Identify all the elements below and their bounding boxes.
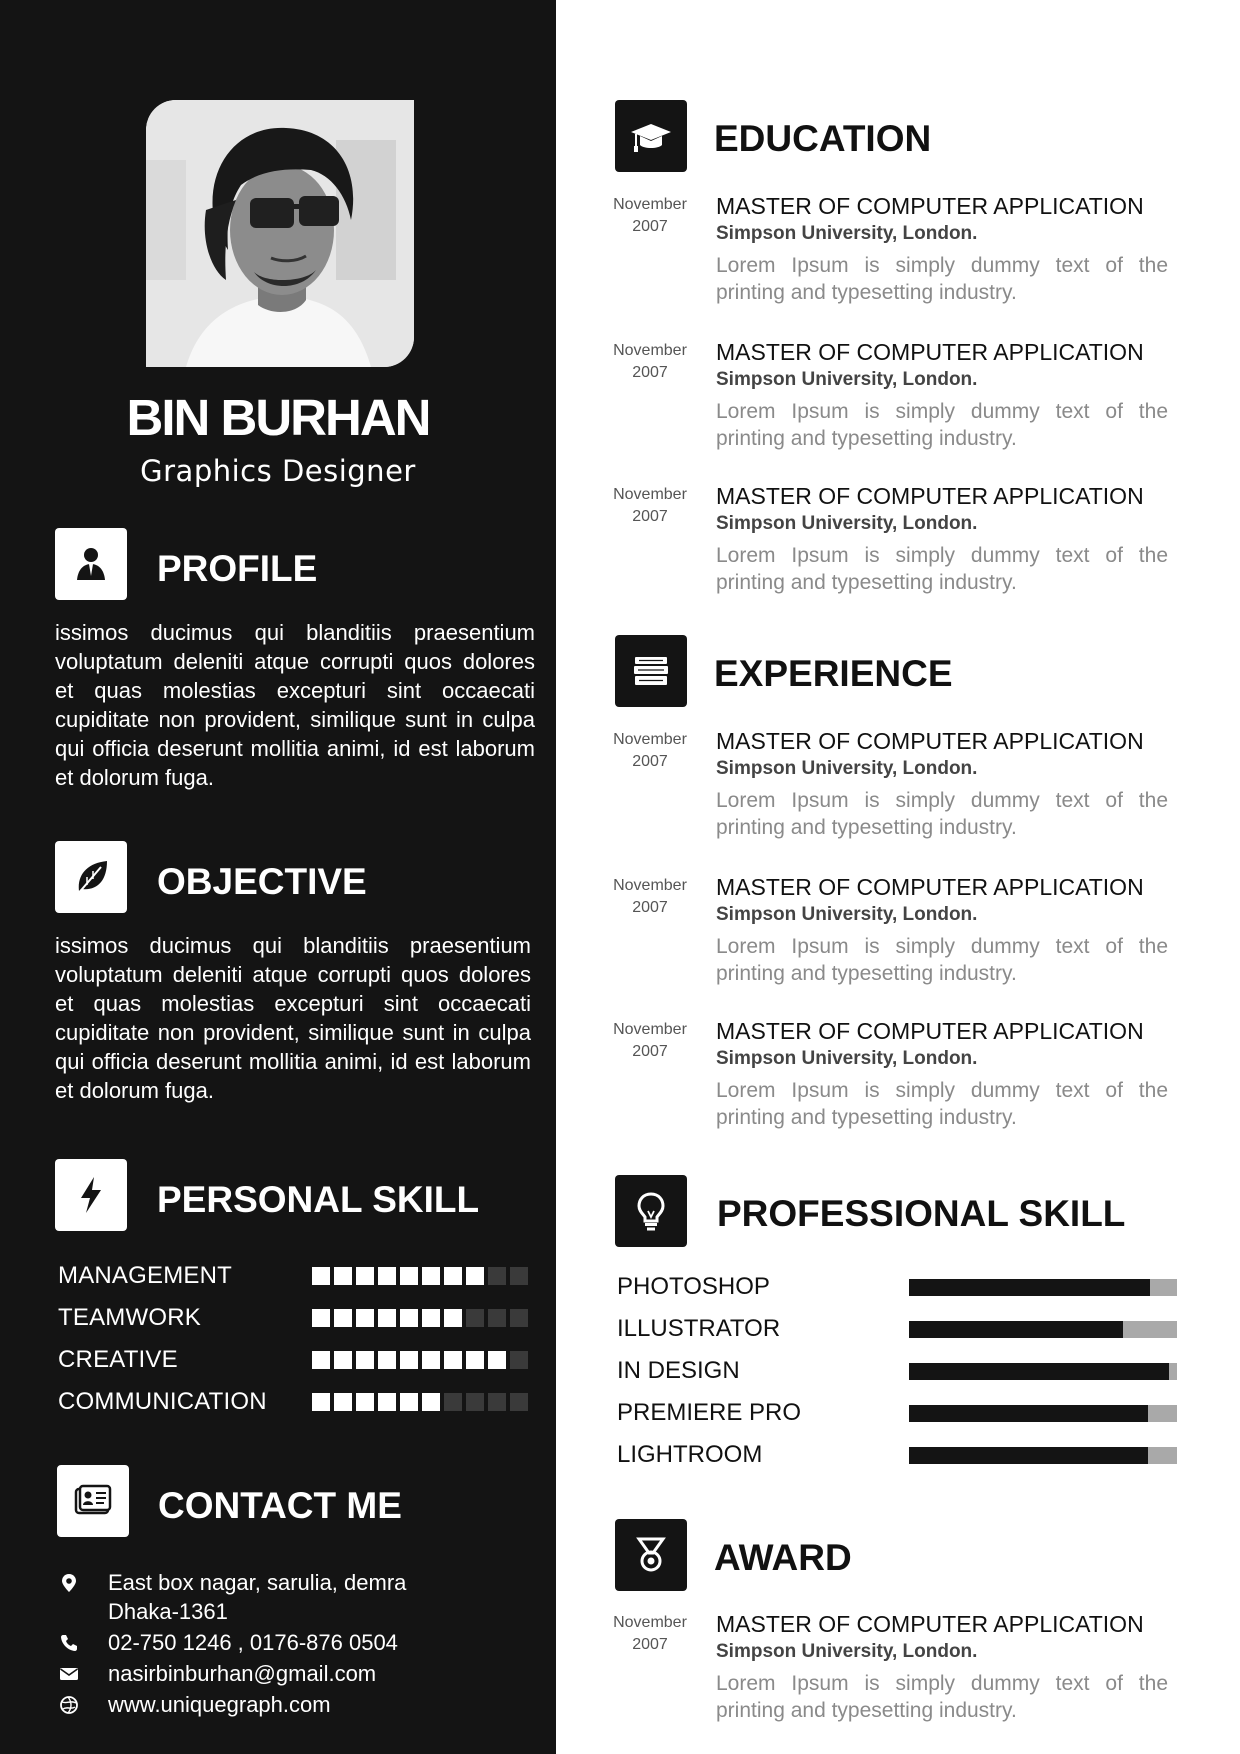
entry-year: 2007 — [632, 1043, 668, 1060]
entry-degree: MASTER OF COMPUTER APPLICATION — [716, 193, 1144, 219]
meter-segment — [312, 1393, 330, 1411]
meter-segment — [334, 1393, 352, 1411]
objective-heading: OBJECTIVE — [157, 861, 367, 902]
entry-date — [600, 194, 700, 238]
entry-degree: MASTER OF COMPUTER APPLICATION — [716, 483, 1144, 509]
entry-description: Lorem Ipsum is simply dummy text of the printing and typesetting industry. — [716, 400, 1168, 450]
entry-date — [600, 875, 700, 919]
personal-skill-name: COMMUNICATION — [58, 1388, 267, 1415]
contact-section-icon — [57, 1465, 129, 1537]
professional-skill-bar-fill — [909, 1279, 1150, 1296]
contact-phone-text: 02-750 1246 , 0176-876 0504 — [108, 1630, 398, 1655]
professional-skill-name: IN DESIGN — [617, 1357, 740, 1384]
personal-skill-name: MANAGEMENT — [58, 1262, 233, 1289]
professional-skill-bar-fill — [909, 1363, 1169, 1380]
meter-segment — [510, 1351, 528, 1369]
medal-icon — [629, 1533, 673, 1577]
education-section-icon — [615, 100, 687, 172]
professional-skill-name: LIGHTROOM — [617, 1441, 763, 1468]
personal-skill-name: CREATIVE — [58, 1346, 178, 1373]
entry-body — [716, 482, 1168, 596]
meter-segment — [422, 1393, 440, 1411]
entry-month: November — [613, 1021, 687, 1038]
meter-segment — [488, 1309, 506, 1327]
entry-description: Lorem Ipsum is simply dummy text of the printing and typesetting industry. — [716, 789, 1168, 839]
entry-date — [600, 1019, 700, 1063]
entry-month: November — [613, 877, 687, 894]
entry-date — [600, 1612, 700, 1656]
entry-school: Simpson University, London. — [716, 758, 978, 779]
meter-segment — [510, 1309, 528, 1327]
contact-address-text: East box nagar, sarulia, demra Dhaka-1361 — [108, 1570, 407, 1624]
meter-segment — [400, 1393, 418, 1411]
entry-degree: MASTER OF COMPUTER APPLICATION — [716, 874, 1144, 900]
entry-month: November — [613, 342, 687, 359]
education-heading: EDUCATION — [714, 118, 932, 159]
profile-heading: PROFILE — [157, 548, 318, 589]
professional-skill-section-icon — [615, 1175, 687, 1247]
entry-year: 2007 — [632, 1636, 668, 1653]
professional-skill-row — [617, 1266, 1177, 1308]
meter-segment — [312, 1309, 330, 1327]
entry-degree: MASTER OF COMPUTER APPLICATION — [716, 339, 1144, 365]
book-stack-icon — [629, 649, 673, 693]
personal-skill-section-icon — [55, 1159, 127, 1231]
entry-body — [716, 1017, 1168, 1131]
person-name: BIN BURHAN — [126, 389, 430, 446]
personal-skill-name: TEAMWORK — [58, 1304, 201, 1331]
meter-segment — [466, 1393, 484, 1411]
professional-skill-row — [617, 1434, 1177, 1476]
meter-segment — [334, 1267, 352, 1285]
graduation-cap-icon — [629, 114, 673, 158]
professional-skill-name: PHOTOSHOP — [617, 1273, 770, 1300]
globe-icon — [58, 1690, 80, 1719]
profile-photo — [146, 100, 414, 367]
user-icon — [69, 542, 113, 586]
meter-segment — [312, 1351, 330, 1369]
professional-skill-bar — [909, 1321, 1177, 1338]
meter-segment — [356, 1309, 374, 1327]
profile-text: issimos ducimus qui blanditiis praesentium voluptatum deleniti atque corrupti quos dolores et quas molestias excepturi sint occaecati cupiditate non provident, similique sunt in culpa qui officia deserunt mollitia animi, id est laborum et dolorum fuga. — [55, 620, 535, 790]
entry-year: 2007 — [632, 508, 668, 525]
meter-segment — [400, 1351, 418, 1369]
entry-month: November — [613, 486, 687, 503]
meter-segment — [510, 1267, 528, 1285]
meter-segment — [356, 1351, 374, 1369]
professional-skill-bar — [909, 1363, 1177, 1380]
professional-skill-bar-fill — [909, 1447, 1148, 1464]
meter-segment — [312, 1267, 330, 1285]
personal-skill-row — [58, 1339, 528, 1381]
meter-segment — [422, 1309, 440, 1327]
meter-segment — [510, 1393, 528, 1411]
meter-segment — [488, 1351, 506, 1369]
meter-segment — [444, 1351, 462, 1369]
contact-card-icon — [71, 1479, 115, 1523]
entry-month: November — [613, 196, 687, 213]
person-title: Graphics Designer — [140, 454, 416, 488]
meter-segment — [400, 1309, 418, 1327]
entry-school: Simpson University, London. — [716, 369, 978, 390]
entry-date — [600, 340, 700, 384]
entry-date — [600, 484, 700, 528]
meter-segment — [466, 1267, 484, 1285]
entry-month: November — [613, 731, 687, 748]
professional-skill-row — [617, 1392, 1177, 1434]
professional-skill-bar — [909, 1405, 1177, 1422]
professional-skill-row — [617, 1308, 1177, 1350]
contact-phone — [58, 1628, 538, 1657]
email-icon — [58, 1659, 80, 1688]
entry-school: Simpson University, London. — [716, 513, 978, 534]
meter-segment — [400, 1267, 418, 1285]
meter-segment — [488, 1393, 506, 1411]
meter-segment — [378, 1309, 396, 1327]
entry-body — [716, 727, 1168, 841]
meter-segment — [378, 1267, 396, 1285]
meter-segment — [378, 1393, 396, 1411]
meter-segment — [444, 1267, 462, 1285]
meter-segment — [334, 1351, 352, 1369]
entry-body — [716, 873, 1168, 987]
professional-skill-name: PREMIERE PRO — [617, 1399, 802, 1426]
entry-degree: MASTER OF COMPUTER APPLICATION — [716, 1018, 1144, 1044]
entry-year: 2007 — [632, 364, 668, 381]
contact-email — [58, 1659, 538, 1688]
professional-skill-bar-fill — [909, 1405, 1148, 1422]
entry-school: Simpson University, London. — [716, 904, 978, 925]
profile-section-icon — [55, 528, 127, 600]
entry-year: 2007 — [632, 899, 668, 916]
professional-skill-bar — [909, 1447, 1177, 1464]
contact-website — [58, 1690, 538, 1719]
personal-skill-row — [58, 1381, 528, 1423]
meter-segment — [444, 1309, 462, 1327]
phone-icon — [58, 1628, 80, 1657]
professional-skill-heading: PROFESSIONAL SKILL — [717, 1193, 1126, 1234]
meter-segment — [422, 1267, 440, 1285]
entry-body — [716, 1610, 1168, 1724]
personal-skill-row — [58, 1255, 528, 1297]
meter-segment — [488, 1267, 506, 1285]
entry-description: Lorem Ipsum is simply dummy text of the printing and typesetting industry. — [716, 1672, 1168, 1722]
personal-skill-meter — [312, 1393, 528, 1411]
professional-skill-bar — [909, 1279, 1177, 1296]
personal-skill-heading: PERSONAL SKILL — [157, 1179, 480, 1220]
leaf-icon — [69, 855, 113, 899]
experience-section-icon — [615, 635, 687, 707]
entry-degree: MASTER OF COMPUTER APPLICATION — [716, 1611, 1144, 1637]
award-heading: AWARD — [714, 1537, 852, 1578]
meter-segment — [356, 1267, 374, 1285]
meter-segment — [466, 1309, 484, 1327]
award-section-icon — [615, 1519, 687, 1591]
entry-body — [716, 192, 1168, 306]
meter-segment — [444, 1393, 462, 1411]
personal-skill-list — [58, 1255, 528, 1423]
personal-skill-meter — [312, 1267, 528, 1285]
lightning-icon — [69, 1173, 113, 1217]
entry-description: Lorem Ipsum is simply dummy text of the printing and typesetting industry. — [716, 544, 1168, 594]
entry-description: Lorem Ipsum is simply dummy text of the printing and typesetting industry. — [716, 1079, 1168, 1129]
contact-email-text[interactable]: nasirbinburhan@gmail.com — [108, 1661, 377, 1686]
entry-year: 2007 — [632, 218, 668, 235]
objective-section-icon — [55, 841, 127, 913]
objective-text: issimos ducimus qui blanditiis praesentium voluptatum deleniti atque corrupti quos dolores et quas molestias excepturi sint occaecati cupiditate non provident, similique sunt in culpa qui officia deserunt mollitia animi, id est laborum et dolorum fuga. — [55, 933, 531, 1103]
portrait-illustration — [146, 100, 414, 367]
entry-school: Simpson University, London. — [716, 1641, 978, 1662]
personal-skill-meter — [312, 1309, 528, 1327]
meter-segment — [334, 1309, 352, 1327]
lightbulb-icon — [629, 1189, 673, 1233]
entry-date — [600, 729, 700, 773]
professional-skill-list — [617, 1266, 1177, 1476]
meter-segment — [378, 1351, 396, 1369]
entry-description: Lorem Ipsum is simply dummy text of the printing and typesetting industry. — [716, 935, 1168, 985]
personal-skill-row — [58, 1297, 528, 1339]
entry-school: Simpson University, London. — [716, 1048, 978, 1069]
meter-segment — [466, 1351, 484, 1369]
sidebar — [0, 0, 556, 1754]
professional-skill-bar-fill — [909, 1321, 1123, 1338]
entry-description: Lorem Ipsum is simply dummy text of the printing and typesetting industry. — [716, 254, 1168, 304]
professional-skill-name: ILLUSTRATOR — [617, 1315, 781, 1342]
professional-skill-row — [617, 1350, 1177, 1392]
location-pin-icon — [58, 1568, 80, 1597]
contact-website-text[interactable]: www.uniquegraph.com — [108, 1692, 331, 1717]
entry-body — [716, 338, 1168, 452]
contact-heading: CONTACT ME — [158, 1485, 402, 1526]
entry-year: 2007 — [632, 753, 668, 770]
meter-segment — [422, 1351, 440, 1369]
entry-school: Simpson University, London. — [716, 223, 978, 244]
entry-degree: MASTER OF COMPUTER APPLICATION — [716, 728, 1144, 754]
personal-skill-meter — [312, 1351, 528, 1369]
contact-address — [58, 1568, 538, 1626]
experience-heading: EXPERIENCE — [714, 653, 953, 694]
contact-list — [58, 1568, 538, 1719]
meter-segment — [356, 1393, 374, 1411]
entry-month: November — [613, 1614, 687, 1631]
